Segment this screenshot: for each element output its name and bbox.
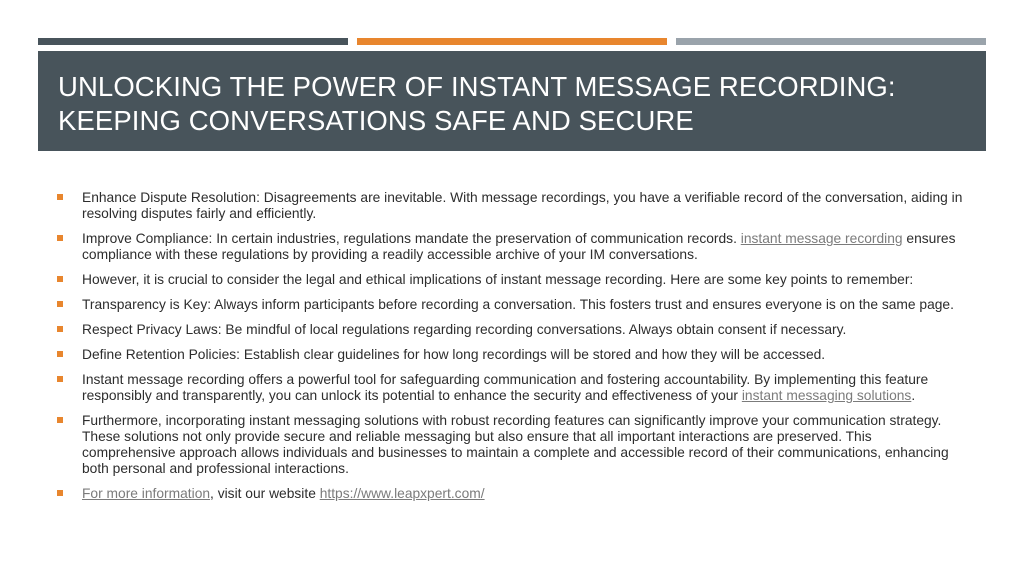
bullet-item-compliance (56, 231, 966, 263)
more-information-link[interactable]: For more information (82, 486, 211, 501)
bullet-marker (57, 326, 63, 332)
bullet-item-dispute (56, 190, 966, 222)
item-text-after: ensures compliance with these regulations by providing a readily accessible archive of your IM conversations. (82, 231, 956, 262)
bullet-marker (57, 235, 63, 241)
item-text: Transparency is Key: Always inform participants before recording a conversation. This fosters trust and ensures everyone is on the same page. (82, 297, 954, 312)
item-text: Furthermore, incorporating instant messaging solutions with robust recording features can significantly improve your communication strategy. These solutions not only provide secure and reliable messaging but also ensure that all important interactions are preserved. This comprehensive approach allows individuals and businesses to maintain a complete and accessible record of their communications, enhancing both personal and professional interactions. (82, 413, 949, 476)
bullet-marker (57, 376, 63, 382)
item-text: Improve Compliance: In certain industries, regulations mandate the preservation of communication records. (82, 231, 741, 246)
bullet-marker (57, 301, 63, 307)
item-text: Respect Privacy Laws: Be mindful of local regulations regarding recording conversations. Always obtain consent if necessary. (82, 322, 847, 337)
bullet-item-powerful-tool (56, 372, 966, 404)
item-text: Instant message recording offers a powerful tool for safeguarding communication and fostering accountability. By implementing this feature responsibly and transparently, you can unlock its potential to enhance the security and effectiveness of your (82, 372, 929, 403)
slide-title (58, 70, 968, 138)
item-text: Define Retention Policies: Establish clear guidelines for how long recordings will be stored and how they will be accessed. (82, 347, 826, 362)
bullet-item-privacy (56, 322, 966, 338)
title-line-2: KEEPING CONVERSATIONS SAFE AND SECURE (58, 105, 694, 136)
top-bar-gray (676, 38, 986, 45)
bullet-item-more-info (56, 486, 966, 502)
instant-message-recording-link[interactable]: instant message recording (740, 231, 903, 246)
top-bar-dark (38, 38, 348, 45)
item-text: Enhance Dispute Resolution: Disagreements are inevitable. With message recordings, you have a verifiable record of the conversation, aiding in resolving disputes fairly and efficiently. (82, 190, 963, 221)
website-link[interactable]: https://www.leapxpert.com/ (319, 486, 485, 501)
bullet-marker (57, 417, 63, 423)
item-text-middle: , visit our website (210, 486, 320, 501)
bullet-item-transparency (56, 297, 966, 313)
bullet-marker (57, 194, 63, 200)
bullet-marker (57, 490, 63, 496)
bullet-item-furthermore (56, 413, 966, 477)
title-line-1: UNLOCKING THE POWER OF INSTANT MESSAGE RECORDING: (58, 71, 896, 102)
item-text: However, it is crucial to consider the legal and ethical implications of instant message recording. Here are some key points to remember: (82, 272, 914, 287)
bullet-marker (57, 351, 63, 357)
top-bar-orange (357, 38, 667, 45)
item-text-after: . (911, 388, 916, 403)
bullet-marker (57, 276, 63, 282)
bullet-item-retention (56, 347, 966, 363)
instant-messaging-solutions-link[interactable]: instant messaging solutions (741, 388, 912, 403)
bullet-item-considerations (56, 272, 966, 288)
bullet-list (56, 190, 966, 511)
title-banner (38, 51, 986, 151)
